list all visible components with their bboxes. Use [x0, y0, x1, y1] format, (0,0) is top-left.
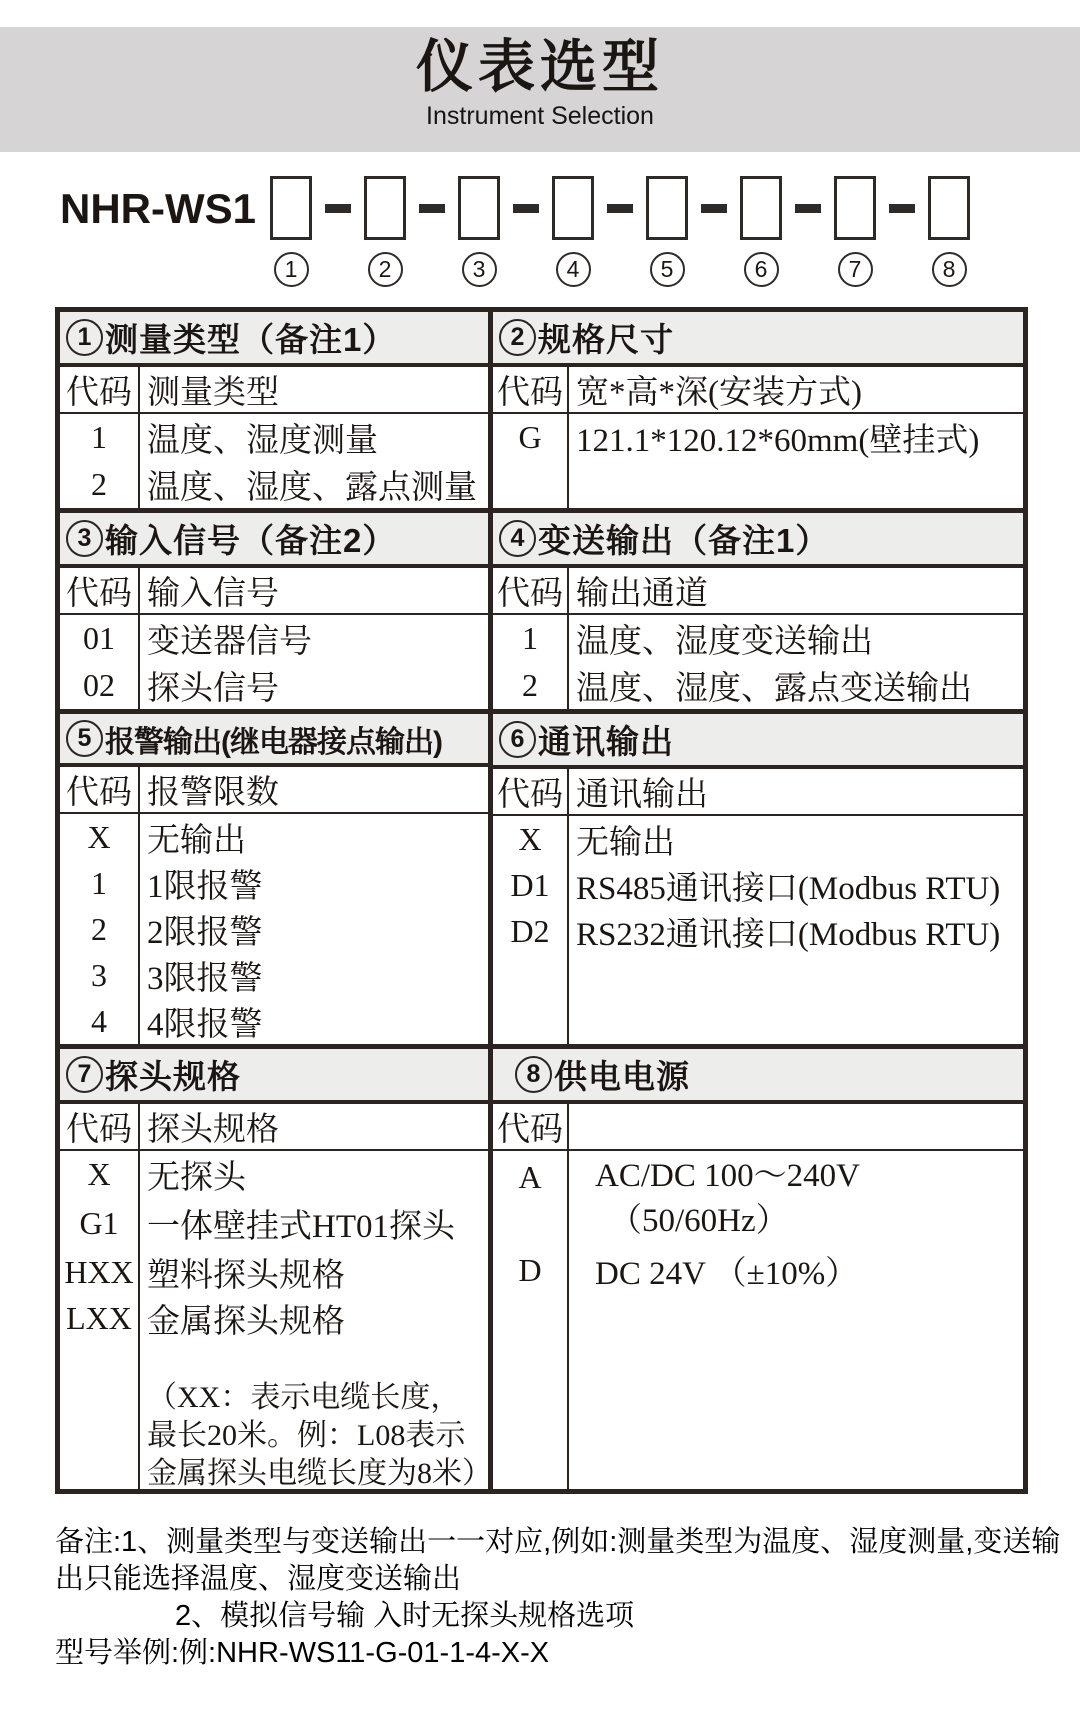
- value-cell: 温度、湿度测量: [147, 423, 378, 459]
- section-3: [60, 508, 493, 709]
- section-8-number: 8: [515, 1056, 552, 1093]
- dash-separator: [701, 204, 727, 213]
- model-box-3: [458, 176, 500, 240]
- model-box-4: [552, 176, 594, 240]
- code-cell: X: [87, 1155, 111, 1192]
- section-5-number: 5: [66, 720, 103, 757]
- model-position-number-2: 2: [368, 252, 403, 287]
- section-1-number: 1: [66, 319, 103, 356]
- code-cell: 1: [91, 419, 107, 455]
- section-7-title: 探头规格: [105, 1058, 241, 1095]
- value-cell: 无探头: [147, 1159, 246, 1196]
- code-cell: HXX: [64, 1253, 134, 1290]
- code-cell: D1: [510, 866, 550, 903]
- value-cell: 4限报警: [147, 1006, 263, 1043]
- code-header: 代码: [60, 568, 138, 615]
- section-7-body: [60, 1104, 492, 1490]
- value-cell: 一体壁挂式HT01探头: [147, 1208, 455, 1245]
- code-cell: G: [518, 419, 542, 455]
- value-cell: 温度、湿度、露点变送输出: [576, 671, 972, 707]
- section-4: [493, 508, 1023, 709]
- remark-line-1: 备注:1、测量类型与变送输出一一对应,例如:测量类型为温度、湿度测量,变送输: [55, 1526, 1061, 1558]
- model-slot-5: [646, 176, 688, 287]
- section-2-body: [493, 367, 1023, 508]
- model-position-number-3: 3: [462, 252, 497, 287]
- model-slot-4: [552, 176, 594, 287]
- title-band: [0, 27, 1080, 152]
- model-slot-7: [834, 176, 876, 287]
- code-cell: 3: [91, 956, 107, 993]
- code-header: 代码: [60, 367, 138, 414]
- section-3-number: 3: [66, 520, 103, 557]
- code-cell: X: [518, 820, 542, 857]
- code-cell: D2: [510, 912, 550, 949]
- model-box-5: [646, 176, 688, 240]
- section-8-title: 供电电源: [554, 1058, 690, 1095]
- section-1-body: [60, 367, 488, 508]
- code-cell: 01: [83, 620, 115, 656]
- section-1: [60, 312, 493, 508]
- section-5-header: [60, 714, 488, 767]
- value-header: 输入信号: [140, 568, 488, 615]
- section-6-header: [493, 714, 1023, 769]
- code-cell: 2: [91, 910, 107, 947]
- selection-table: [55, 307, 1028, 1494]
- model-slot-8: [928, 176, 970, 287]
- section-7-header: [60, 1049, 488, 1104]
- remark-line-2: 出只能选择温度、湿度变送输出: [55, 1563, 462, 1595]
- section-1-title: 测量类型（备注1）: [105, 321, 397, 358]
- code-cell: 2: [522, 667, 538, 703]
- section-2-header: [493, 312, 1023, 367]
- value-cell: 温度、湿度变送输出: [576, 624, 873, 660]
- value-header: 测量类型: [140, 367, 488, 414]
- code-header: 代码: [493, 1104, 567, 1151]
- model-position-number-7: 7: [838, 252, 873, 287]
- page-title: 仪表选型: [416, 35, 664, 99]
- value-cell: 1限报警: [147, 868, 263, 905]
- code-cell: 1: [91, 864, 107, 901]
- model-example: 型号举例:例:NHR-WS11-G-01-1-4-X-X: [55, 1637, 550, 1669]
- value-cell: 探头信号: [147, 671, 279, 707]
- section-4-title: 变送输出（备注1）: [538, 522, 830, 559]
- section-2: [493, 312, 1023, 508]
- code-header: 代码: [493, 367, 567, 414]
- value-cell: RS232通讯接口(Modbus RTU): [576, 916, 1001, 953]
- code-header: 代码: [60, 767, 138, 814]
- power-option-line-1: AC/DC 100～240V: [595, 1158, 860, 1194]
- value-header: 报警限数: [140, 767, 488, 814]
- code-header: 代码: [493, 568, 567, 615]
- power-option-line-2: （50/60Hz）: [609, 1203, 789, 1239]
- model-code-row: [60, 176, 1080, 287]
- model-slot-3: [458, 176, 500, 287]
- code-cell: D: [518, 1251, 542, 1288]
- probe-note-line: 金属探头电缆长度为8米）: [147, 1457, 492, 1490]
- model-position-number-4: 4: [556, 252, 591, 287]
- value-cell: 塑料探头规格: [147, 1257, 345, 1294]
- code-cell: X: [87, 818, 111, 855]
- value-header: 宽*高*深(安装方式): [569, 367, 1023, 414]
- probe-note-line: 最长20米。例：L08表示: [147, 1419, 466, 1452]
- section-8-body: [493, 1104, 1023, 1489]
- model-box-8: [928, 176, 970, 240]
- dash-separator: [889, 204, 915, 213]
- code-cell: LXX: [66, 1299, 132, 1336]
- value-header: [569, 1104, 1023, 1151]
- section-3-body: [60, 568, 488, 709]
- section-7-number: 7: [66, 1056, 103, 1093]
- code-header: 代码: [493, 769, 567, 816]
- model-slot-6: [740, 176, 782, 287]
- section-3-title: 输入信号（备注2）: [105, 522, 397, 559]
- dash-separator: [795, 204, 821, 213]
- value-cell: 无输出: [576, 824, 675, 861]
- model-position-number-8: 8: [932, 252, 967, 287]
- model-position-number-5: 5: [650, 252, 685, 287]
- remarks: [55, 1524, 1061, 1672]
- model-position-number-1: 1: [274, 252, 309, 287]
- value-cell: 温度、湿度、露点测量: [147, 470, 477, 506]
- section-6-number: 6: [499, 721, 536, 758]
- code-cell: 4: [91, 1002, 107, 1039]
- model-slot-2: [364, 176, 406, 287]
- section-3-header: [60, 513, 488, 568]
- model-box-2: [364, 176, 406, 240]
- code-cell: 2: [91, 466, 107, 502]
- value-cell: DC 24V （±10%）: [595, 1255, 859, 1292]
- value-cell: [569, 1151, 1023, 1247]
- section-5-title: 报警输出(继电器接点输出): [105, 725, 442, 759]
- remark-line-3: 2、模拟信号输 入时无探头规格选项: [175, 1600, 635, 1632]
- probe-note-line: （XX：表示电缆长度，: [147, 1381, 461, 1414]
- section-7: [60, 1044, 493, 1489]
- dash-separator: [325, 204, 351, 213]
- model-box-1: [270, 176, 312, 240]
- model-position-number-6: 6: [744, 252, 779, 287]
- model-box-6: [740, 176, 782, 240]
- model-box-7: [834, 176, 876, 240]
- section-2-title: 规格尺寸: [538, 321, 674, 358]
- page-subtitle: Instrument Selection: [426, 102, 654, 130]
- value-header: 探头规格: [140, 1104, 488, 1151]
- value-cell: 121.1*120.12*60mm(壁挂式): [576, 423, 980, 459]
- section-6: [493, 709, 1023, 1044]
- value-cell: 2限报警: [147, 914, 263, 951]
- value-cell: 3限报警: [147, 960, 263, 997]
- section-6-body: [493, 769, 1023, 1044]
- value-cell: 无输出: [147, 822, 246, 859]
- value-header: 输出通道: [569, 568, 1023, 615]
- dash-separator: [513, 204, 539, 213]
- model-prefix: NHR-WS1: [60, 185, 256, 232]
- value-header: 通讯输出: [569, 769, 1023, 816]
- code-cell: A: [518, 1159, 542, 1195]
- section-5-body: [60, 767, 488, 1044]
- value-cell: 金属探头规格: [147, 1303, 345, 1340]
- section-4-body: [493, 568, 1023, 709]
- section-8-header: [493, 1049, 1023, 1104]
- code-header: 代码: [60, 1104, 138, 1151]
- section-5: [60, 709, 493, 1044]
- section-4-header: [493, 513, 1023, 568]
- model-slot-1: [270, 176, 312, 287]
- section-6-title: 通讯输出: [538, 723, 674, 760]
- section-1-header: [60, 312, 488, 367]
- code-cell: 1: [522, 620, 538, 656]
- dash-separator: [607, 204, 633, 213]
- value-cell: RS485通讯接口(Modbus RTU): [576, 870, 1001, 907]
- code-cell: G1: [79, 1204, 119, 1241]
- section-4-number: 4: [499, 520, 536, 557]
- dash-separator: [419, 204, 445, 213]
- section-2-number: 2: [499, 319, 536, 356]
- section-8: [493, 1044, 1023, 1489]
- code-cell: 02: [83, 667, 115, 703]
- value-cell: 变送器信号: [147, 624, 312, 660]
